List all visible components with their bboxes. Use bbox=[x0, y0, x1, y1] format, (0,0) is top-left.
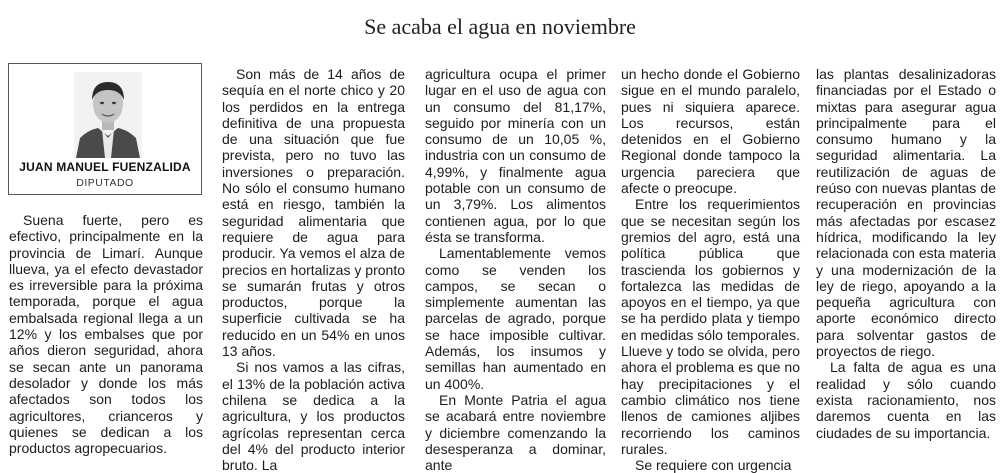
author-name: JUAN MANUEL FUENZALIDA bbox=[19, 160, 191, 174]
paragraph: un hecho donde el Gobierno sigue en el mundo paralelo, pues ni siquiera aparece. Los recursos, están detenidos en el Gobierno Regional donde tampoco la urgencia pareciera que afecte o preocupe. bbox=[621, 66, 800, 197]
article-column-1 bbox=[9, 212, 203, 456]
author-role: DIPUTADO bbox=[76, 177, 134, 189]
article-column-5 bbox=[816, 66, 996, 441]
paragraph: Suena fuerte, pero es efectivo, principalmente en la provincia de Limarí. Aunque llueva, ya el efecto devastador es irreversible para la próxima temporada, porque el agua embalsada regional llega a un 12% y los embalses que por años dieron seguridad, ahora se secan ante un panorama desolador y donde los más afectados son todos los agricultores, crianceros y quienes se dedican a los productos agropecuarios. bbox=[9, 212, 203, 457]
article-headline: Se acaba el agua en noviembre bbox=[364, 14, 636, 39]
paragraph: Entre los requerimientos que se necesitan según los gremios del agro, está una política pública que trascienda los gobiernos y fortalezca las medidas de apoyos en el tiempo, ya que se ha perdido plata y tiempo en medidas sólo temporales. Llueve y todo se olvida, pero ahora el problema es que no hay precipitaciones y el cambio climático nos tiene llenos de camiones aljibes recorriendo los caminos rurales. bbox=[621, 196, 800, 457]
article-column-2 bbox=[222, 66, 405, 473]
article-column-4 bbox=[621, 66, 800, 473]
author-box bbox=[8, 63, 202, 195]
paragraph: las plantas desalinizadoras financiadas por el Estado o mixtas para asegurar agua principalmente para el consumo humano y la seguridad alimentaria. La reutilización de aguas de reúso con nuevas plantas de recuperación en provincias más afectadas por escasez hídrica, modificando la ley relacionada con esta materia y una modernización de la ley de riego, apoyando a la pequeña agricultura con aporte económico directo para solventar gastos de proyectos de riego. bbox=[816, 66, 996, 360]
paragraph: Lamentablemente vemos como se venden los campos, se secan o simplemente aumentan las parcelas de agrado, porque se hace imposible cultivar. Además, los insumos y semillas han aumentado en un 400%. bbox=[425, 245, 606, 392]
paragraph: agricultura ocupa el primer lugar en el uso de agua con un consumo del 81,17%, seguido por minería con un consumo de un 10,05 %, industria con un consumo de 4,99%, y finalmente agua potable con un consumo de un 3,79%. Los alimentos contienen agua, por lo que ésta se transforma. bbox=[425, 66, 606, 245]
paragraph: Se requiere con urgencia bbox=[635, 457, 792, 473]
paragraph: Son más de 14 años de sequía en el norte chico y 20 los perdidos en la entrega definitiva de una propuesta de una situación que fue prevista, pero no tuvo las inversiones o preparación. No sólo el consumo humano está en riesgo, también la seguridad alimentaria que requiere de agua para producir. Ya vemos el alza de precios en hortalizas y pronto se sumarán frutas y otros productos, porque la superficie cultivada se ha reducido en un 54% en unos 13 años. bbox=[222, 66, 405, 360]
article-column-3 bbox=[425, 66, 606, 473]
paragraph: Si nos vamos a las cifras, el 13% de la población activa chilena se dedica a la agricultura, y los productos agrícolas representan cerca del 4% del producto interior bruto. La bbox=[222, 359, 405, 473]
paragraph: En Monte Patria el agua se acabará entre noviembre y diciembre comenzando la desesperanza a dominar, ante bbox=[425, 391, 606, 473]
author-photo bbox=[74, 72, 142, 158]
paragraph: La falta de agua es una realidad y sólo cuando exista racionamiento, nos daremos cuenta en las ciudades de su importancia. bbox=[816, 359, 996, 441]
